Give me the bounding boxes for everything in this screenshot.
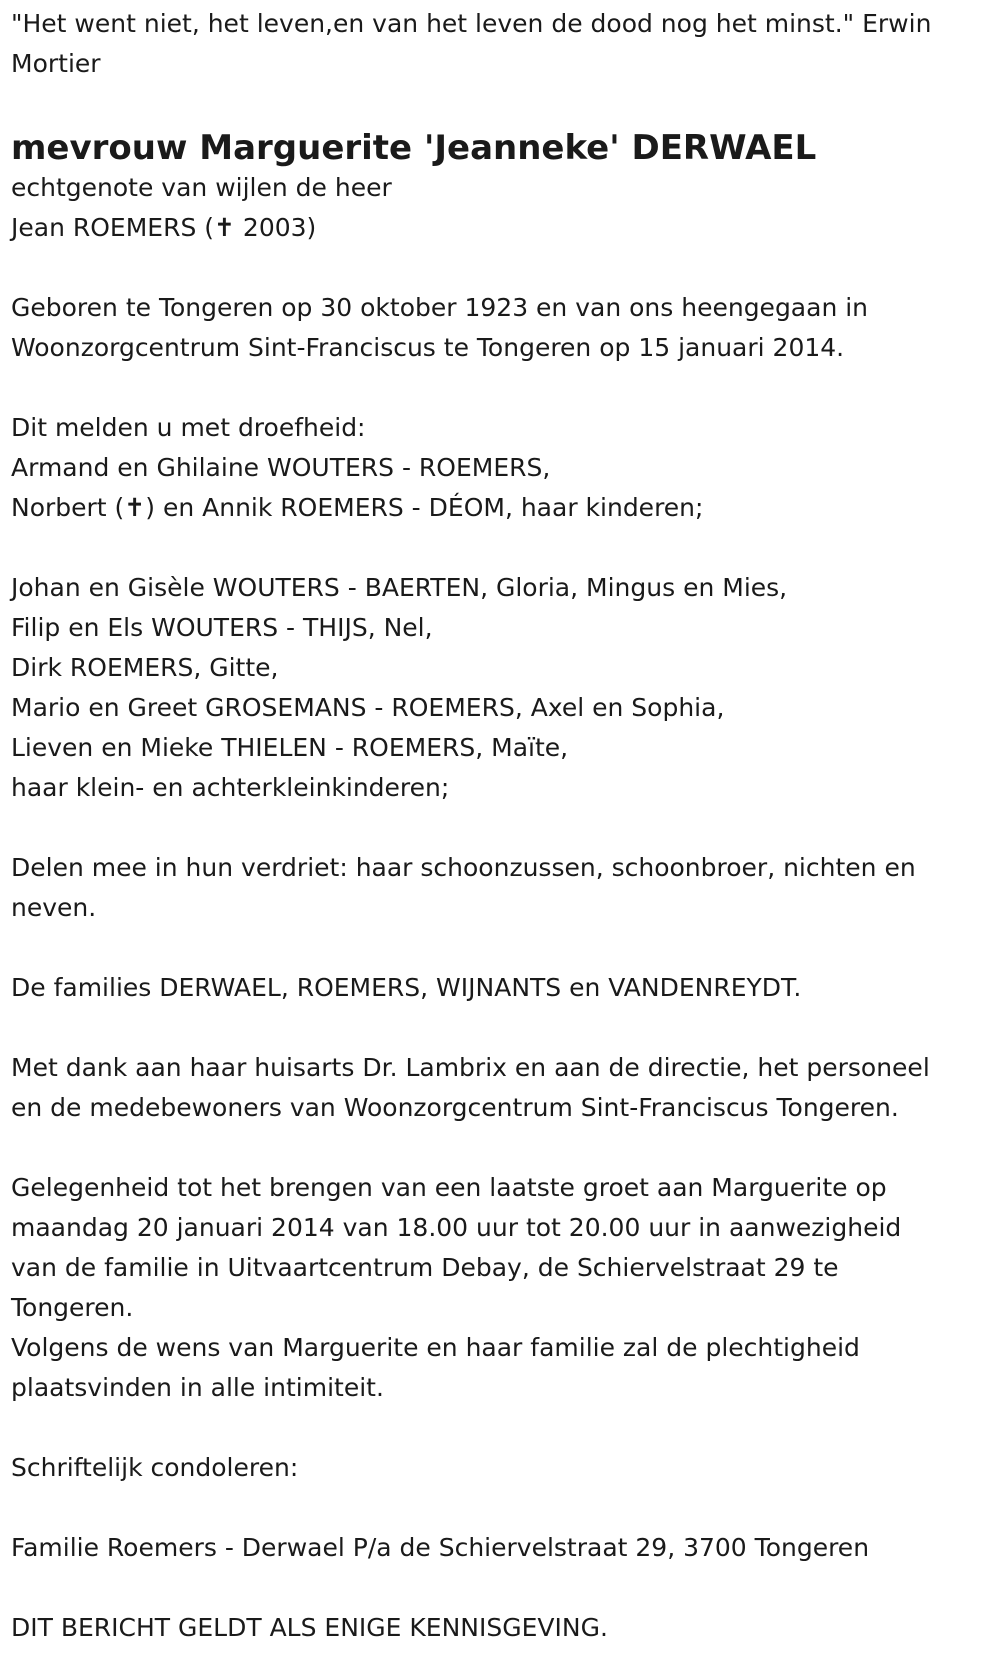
thanks-line-2: en de medebewoners van Woonzorgcentrum Sint-Franciscus Tongeren. xyxy=(11,1093,899,1122)
obituary-title: mevrouw Marguerite 'Jeanneke' DERWAEL xyxy=(11,128,817,168)
visitation-line-6: plaatsvinden in alle intimiteit. xyxy=(11,1373,384,1402)
spacer xyxy=(11,928,996,968)
visitation-line-1: Gelegenheid tot het brengen van een laatste groet aan Marguerite op xyxy=(11,1173,887,1202)
spouse-line-2: Jean ROEMERS (✝ 2003) xyxy=(11,213,317,242)
birth-death-line-1: Geboren te Tongeren op 30 oktober 1923 en van ons heengegaan in xyxy=(11,293,869,322)
visitation-block xyxy=(11,1168,996,1408)
spacer xyxy=(11,84,996,128)
quote-line-1: "Het went niet, het leven,en van het leven de dood nog het minst." Erwin xyxy=(11,9,932,38)
obituary-document xyxy=(11,4,996,1648)
relatives-line-2: neven. xyxy=(11,893,97,922)
children-block xyxy=(11,408,996,528)
visitation-line-5: Volgens de wens van Marguerite en haar familie zal de plechtigheid xyxy=(11,1333,860,1362)
grandchildren-line-4: Mario en Greet GROSEMANS - ROEMERS, Axel en Sophia, xyxy=(11,693,725,722)
spacer xyxy=(11,248,996,288)
visitation-line-4: Tongeren. xyxy=(11,1293,134,1322)
quote-line-2: Mortier xyxy=(11,49,101,78)
relatives-block xyxy=(11,848,996,928)
condolences-label: Schriftelijk condoleren: xyxy=(11,1453,299,1482)
spacer xyxy=(11,1128,996,1168)
spacer xyxy=(11,1488,996,1528)
grandchildren-line-5: Lieven en Mieke THIELEN - ROEMERS, Maïte, xyxy=(11,733,569,762)
visitation-line-2: maandag 20 januari 2014 van 18.00 uur tot 20.00 uur in aanwezigheid xyxy=(11,1213,902,1242)
thanks-block xyxy=(11,1048,996,1128)
grandchildren-line-6: haar klein- en achterkleinkinderen; xyxy=(11,773,450,802)
spouse-block xyxy=(11,168,996,248)
birth-death-block xyxy=(11,288,996,368)
quote-block xyxy=(11,4,996,84)
spacer xyxy=(11,528,996,568)
grandchildren-line-2: Filip en Els WOUTERS - THIJS, Nel, xyxy=(11,613,433,642)
spacer xyxy=(11,808,996,848)
spouse-line-1: echtgenote van wijlen de heer xyxy=(11,173,392,202)
grandchildren-line-3: Dirk ROEMERS, Gitte, xyxy=(11,653,279,682)
birth-death-line-2: Woonzorgcentrum Sint-Franciscus te Tongeren op 15 januari 2014. xyxy=(11,333,845,362)
spacer xyxy=(11,1008,996,1048)
grandchildren-line-1: Johan en Gisèle WOUTERS - BAERTEN, Gloria, Mingus en Mies, xyxy=(11,573,788,602)
relatives-line-1: Delen mee in hun verdriet: haar schoonzussen, schoonbroer, nichten en xyxy=(11,853,916,882)
children-line-2: Norbert (✝) en Annik ROEMERS - DÉOM, haar kinderen; xyxy=(11,493,704,522)
notice-line: DIT BERICHT GELDT ALS ENIGE KENNISGEVING. xyxy=(11,1613,608,1642)
spacer xyxy=(11,1408,996,1448)
spacer xyxy=(11,368,996,408)
spacer xyxy=(11,1568,996,1608)
grandchildren-block xyxy=(11,568,996,808)
children-line-1: Armand en Ghilaine WOUTERS - ROEMERS, xyxy=(11,453,551,482)
condolences-address: Familie Roemers - Derwael P/a de Schiervelstraat 29, 3700 Tongeren xyxy=(11,1533,870,1562)
children-intro: Dit melden u met droefheid: xyxy=(11,413,366,442)
families-line: De families DERWAEL, ROEMERS, WIJNANTS en VANDENREYDT. xyxy=(11,973,802,1002)
thanks-line-1: Met dank aan haar huisarts Dr. Lambrix en aan de directie, het personeel xyxy=(11,1053,930,1082)
visitation-line-3: van de familie in Uitvaartcentrum Debay, de Schiervelstraat 29 te xyxy=(11,1253,839,1282)
